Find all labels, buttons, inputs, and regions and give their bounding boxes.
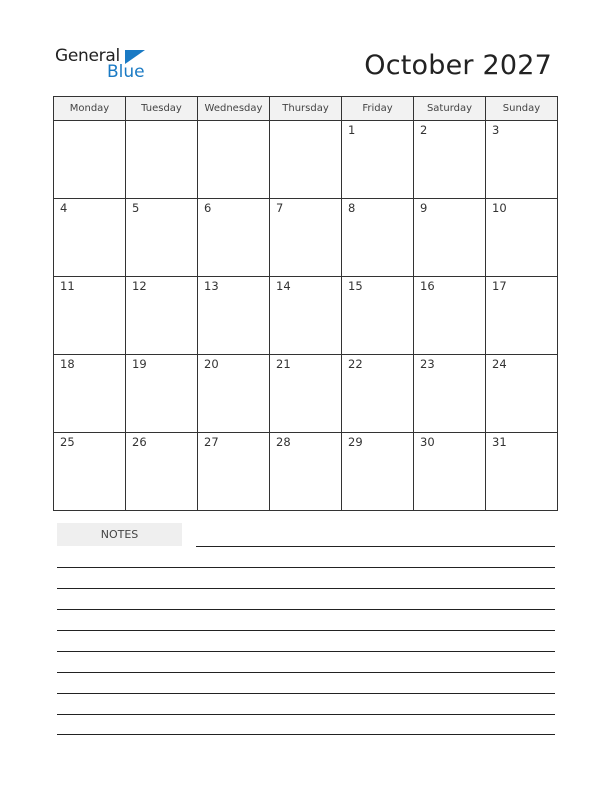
notes-line	[57, 714, 555, 715]
week-row	[54, 199, 558, 277]
brand-general: General	[55, 46, 120, 66]
weekday-header: Friday	[342, 97, 414, 121]
day-cell	[126, 121, 198, 199]
day-cell: 21	[270, 355, 342, 433]
calendar-grid	[53, 96, 558, 511]
day-cell: 11	[54, 277, 126, 355]
weekday-header: Wednesday	[198, 97, 270, 121]
day-cell: 18	[54, 355, 126, 433]
day-cell: 9	[414, 199, 486, 277]
notes-line	[57, 609, 555, 610]
day-cell: 31	[486, 433, 558, 511]
day-cell: 17	[486, 277, 558, 355]
weekday-header: Saturday	[414, 97, 486, 121]
day-cell: 25	[54, 433, 126, 511]
day-cell: 4	[54, 199, 126, 277]
notes-label: NOTES	[57, 523, 182, 546]
day-cell: 27	[198, 433, 270, 511]
notes-line	[57, 693, 555, 694]
notes-line	[196, 546, 555, 547]
day-cell: 30	[414, 433, 486, 511]
notes-line	[57, 588, 555, 589]
day-cell: 14	[270, 277, 342, 355]
weekday-header: Monday	[54, 97, 126, 121]
day-cell: 5	[126, 199, 198, 277]
day-cell	[270, 121, 342, 199]
day-cell: 12	[126, 277, 198, 355]
notes-line	[57, 672, 555, 673]
day-cell: 19	[126, 355, 198, 433]
notes-line	[57, 734, 555, 735]
weekday-header-row	[54, 97, 558, 121]
day-cell: 3	[486, 121, 558, 199]
week-row	[54, 121, 558, 199]
day-cell: 8	[342, 199, 414, 277]
day-cell: 28	[270, 433, 342, 511]
day-cell: 15	[342, 277, 414, 355]
day-cell	[198, 121, 270, 199]
weekday-header: Tuesday	[126, 97, 198, 121]
notes-line	[57, 567, 555, 568]
day-cell: 13	[198, 277, 270, 355]
notes-line	[57, 651, 555, 652]
day-cell: 16	[414, 277, 486, 355]
weekday-header: Thursday	[270, 97, 342, 121]
brand-logo	[55, 46, 155, 86]
day-cell: 22	[342, 355, 414, 433]
day-cell: 6	[198, 199, 270, 277]
notes-line	[57, 630, 555, 631]
week-row	[54, 433, 558, 511]
day-cell: 20	[198, 355, 270, 433]
brand-blue: Blue	[107, 62, 145, 82]
day-cell: 10	[486, 199, 558, 277]
week-row	[54, 355, 558, 433]
page-title: October 2027	[364, 50, 552, 81]
day-cell: 2	[414, 121, 486, 199]
day-cell: 1	[342, 121, 414, 199]
day-cell: 26	[126, 433, 198, 511]
day-cell: 23	[414, 355, 486, 433]
week-row	[54, 277, 558, 355]
day-cell	[54, 121, 126, 199]
weekday-header: Sunday	[486, 97, 558, 121]
day-cell: 29	[342, 433, 414, 511]
day-cell: 7	[270, 199, 342, 277]
day-cell: 24	[486, 355, 558, 433]
